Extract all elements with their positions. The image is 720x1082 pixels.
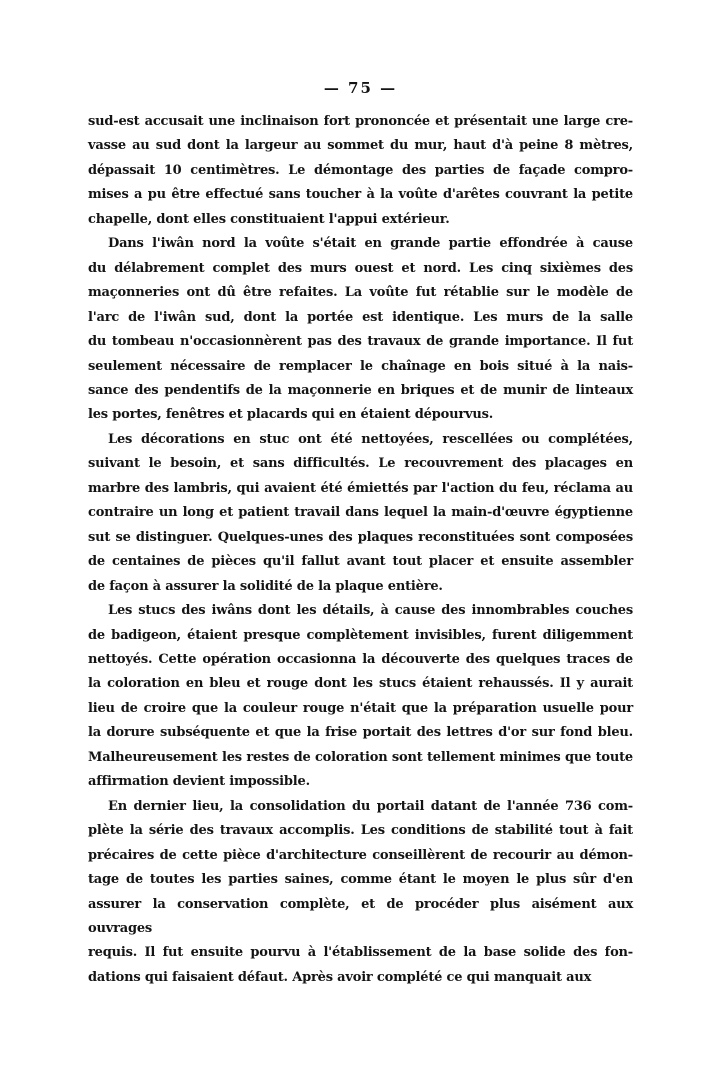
page-number-header: — 75 — <box>323 79 398 97</box>
text-line: mises a pu être effectué sans toucher à la voûte d'arêtes couvrant la petite <box>88 187 633 203</box>
text-line: nettoyés. Cette opération occasionna la découverte des quelques traces de <box>88 651 633 667</box>
text-line: du tombeau n'occasionnèrent pas des travaux de grande importance. Il fut <box>88 334 633 350</box>
paragraph <box>88 795 633 991</box>
page-text <box>88 110 633 990</box>
text-line: suivant le besoin, et sans difficultés. Le recouvrement des placages en <box>88 456 633 472</box>
text-line: l'arc de l'iwân sud, dont la portée est identique. Les murs de la salle <box>88 309 633 325</box>
text-line: la dorure subséquente et que la frise portait des lettres d'or sur fond bleu. <box>88 725 633 741</box>
text-line: marbre des lambris, qui avaient été émiettés par l'action du feu, réclama au <box>88 480 633 496</box>
text-line: précaires de cette pièce d'architecture conseillèrent de recourir au démon- <box>88 847 633 863</box>
text-line: de façon à assurer la solidité de la plaque entière. <box>88 578 443 594</box>
text-line: plète la série des travaux accomplis. Les conditions de stabilité tout à fait <box>88 823 633 839</box>
text-line: de badigeon, étaient presque complètement invisibles, furent diligemment <box>88 627 633 643</box>
text-line: du délabrement complet des murs ouest et nord. Les cinq sixièmes des <box>88 260 633 276</box>
text-line: affirmation devient impossible. <box>88 774 310 790</box>
text-line: En dernier lieu, la consolidation du portail datant de l'année 736 com- <box>108 798 633 814</box>
text-line: dépassait 10 centimètres. Le démontage des parties de façade compro- <box>88 162 633 178</box>
text-line: chapelle, dont elles constituaient l'appui extérieur. <box>88 211 450 227</box>
text-line: les portes, fenêtres et placards qui en étaient dépourvus. <box>88 407 494 423</box>
text-line: la coloration en bleu et rouge dont les stucs étaient rehaussés. Il y aurait <box>88 676 633 692</box>
text-line: assurer la conservation complète, et de procéder plus aisément aux ouvrages <box>88 896 633 936</box>
text-line: tage de toutes les parties saines, comme étant le moyen le plus sûr d'en <box>88 872 633 888</box>
text-line: Les stucs des iwâns dont les détails, à cause des innombrables couches <box>108 603 633 619</box>
text-line: sance des pendentifs de la maçonnerie en briques et de munir de linteaux <box>88 382 633 398</box>
text-line: de centaines de pièces qu'il fallut avant tout placer et ensuite assembler <box>88 554 633 570</box>
text-line: sut se distinguer. Quelques-unes des plaques reconstituées sont composées <box>88 529 633 545</box>
text-line: lieu de croire que la couleur rouge n'était que la préparation usuelle pour <box>88 700 633 716</box>
paragraph <box>88 232 633 428</box>
text-line: sud-est accusait une inclinaison fort prononcée et présentait une large cre- <box>88 114 633 129</box>
scanned-book-page <box>88 0 633 990</box>
text-line: maçonneries ont dû être refaites. La voûte fut rétablie sur le modèle de <box>88 285 633 301</box>
paragraph <box>88 110 633 232</box>
text-line: seulement nécessaire de remplacer le chaînage en bois situé à la nais- <box>88 358 633 374</box>
paragraph <box>88 428 633 599</box>
text-line: requis. Il fut ensuite pourvu à l'établissement de la base solide des fon- <box>88 945 633 961</box>
paragraph <box>88 599 633 795</box>
text-line: contraire un long et patient travail dans lequel la main-d'œuvre égyptienne <box>88 505 633 521</box>
text-line: Malheureusement les restes de coloration sont tellement minimes que toute <box>88 749 633 765</box>
text-line: Dans l'iwân nord la voûte s'était en grande partie effondrée à cause <box>108 236 633 252</box>
text-line: dations qui faisaient défaut. Après avoir complété ce qui manquait aux <box>88 969 592 985</box>
text-line: vasse au sud dont la largeur au sommet du mur, haut d'à peine 8 mètres, <box>88 138 633 154</box>
text-line: Les décorations en stuc ont été nettoyées, rescellées ou complétées, <box>108 431 633 447</box>
